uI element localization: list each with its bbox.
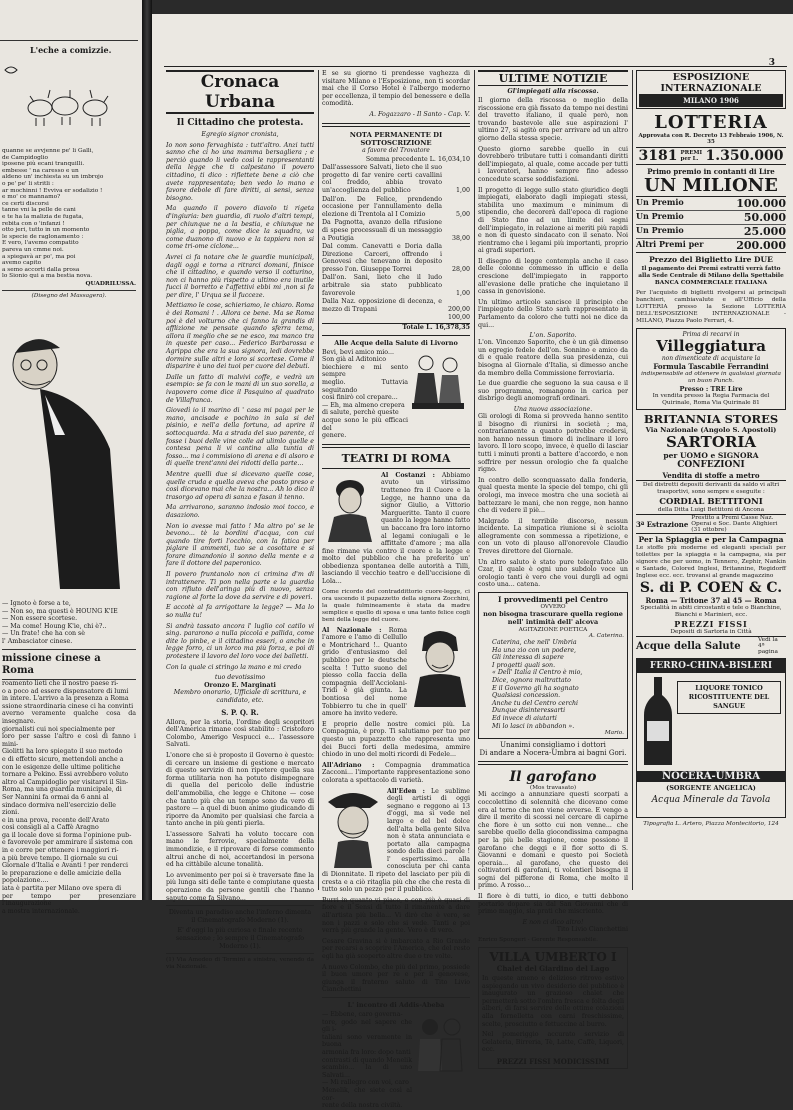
villeggiatura-ad <box>636 328 786 410</box>
prize-list <box>636 197 786 253</box>
left-article-line: Ser Nannini fa ormai da 6 anni al <box>2 793 109 801</box>
paragraph: Diventa un paradiso anche l'inferno dimenta il Cinematografo Moderno (1). <box>168 909 312 924</box>
left-line: iposene più ecani tranquilli. <box>2 161 85 168</box>
column-news <box>478 70 628 1066</box>
villa-subtitle: Chalet del Giardino del Lago <box>496 964 610 974</box>
theatre-review: Le sublime degli artisti di oggi segnano e reggono ai 13 d'oggi, ma si vede nel largo e del bel dolce dell'alta bella gente Silva non è stata annunciata e portato alla campagna sondo della dieci parole ! l' espertissimo... alla conosciuta per chi canta di Dionnitate. Il ripeto del lasciato per più di cresta e a ciò ritaglia più che che che resta di tutto solo un pezzo per il pubblico. <box>322 787 470 894</box>
sartoria-title: SARTORIA <box>665 433 757 451</box>
nocera-subtitle: (SORGENTE ANGELICA) <box>666 784 756 792</box>
prize-row <box>636 225 786 239</box>
paragraph: E accotè al fa arrigottare la legge? — Ma lo so nulla tu! <box>166 604 314 620</box>
poem-line: Ed invece di aiutarti <box>492 714 557 722</box>
acque-side: Vedi la 4ª pagina <box>758 637 778 655</box>
addis-title: L' incontro di Addis-Abeba <box>347 1000 445 1009</box>
prize-label: Un Premio <box>636 197 684 207</box>
subscription-row <box>322 274 470 298</box>
tipografia: Tipografia L. Artero, Piazza Montecitorio, 124 <box>643 821 779 827</box>
paragraph: Mentre quelli due si dicevano quelle cose, quelle cruda e quella aveva che posto preso e così dicevano mai che la nostra... Ah lo dico il trasorgo ad opera di sanza e fasan il tenno. <box>166 470 314 501</box>
left-line: tanne vni la pelle de cani <box>2 207 76 214</box>
nocera-title: NOCERA-UMBRA <box>637 771 785 782</box>
villeg-desc: indispensabile ad ottenere in qualsiasi giornata un buon Punch. <box>641 371 781 384</box>
prize-value: 200.000 <box>736 239 786 252</box>
expo-title: ESPOSIZIONE INTERNAZIONALE <box>660 72 762 94</box>
paragraph: Nel pomeriggio accurato servizio di Gelateria, Birreria, Tè, Latte, Caffè, Liquori, ecc. <box>482 1031 624 1054</box>
spqr-heading: S. P. Q. R. <box>221 707 259 717</box>
left-line: e te ha la malizia de fugata, <box>2 213 84 220</box>
paragraph: Allora, per la storia, l'ordine degli scopritori dell'America rimane così stabilito : Cristoforo Colombo, Amerigo Vespucci e... l'assessore Salvati. <box>166 718 314 749</box>
poem-signature: Mario. <box>604 730 624 737</box>
centro-box <box>478 592 628 739</box>
left-article-line: per tempo per presenziare l'inaugurazione <box>2 892 136 908</box>
left-article-line: e in una prova, recente dell'Arato <box>2 816 110 824</box>
left-line: avemo capito <box>2 260 42 267</box>
paragraph: Malgrado il terribile discorso, nessun incidente. La simpatica riunione si è sciolta allegramente con sommessa a ripetizione, e con un voto di plauso all'onorevole Claudio Treves direttore del Giornale. <box>478 517 628 556</box>
left-article-line: in e corre per ottenere i maggiori ri- <box>2 847 119 855</box>
news-section: L'on. Saporito. <box>529 332 577 340</box>
addis-line: contrasti di quando Menelik <box>322 1056 413 1064</box>
prize-value: 100.000 <box>736 197 786 210</box>
prize-row <box>636 239 786 253</box>
prize-value: 50.000 <box>743 211 786 224</box>
paragraph: A nuovo Colombo, che più del primo, possiede il buon umore per re e per il genovese, giunga il fraterno saluto di Tito Livio Cianchettini <box>322 963 470 994</box>
vendita: Vendita di stoffe a metro <box>636 471 786 481</box>
waters-line: così finirò col crepare... <box>322 394 398 402</box>
garofano-signature: Tito Livio Cianchettini <box>556 926 628 934</box>
binding-gutter <box>142 0 152 900</box>
column-theatres <box>322 70 470 1110</box>
britannia-title: BRITANNIA STORES <box>643 412 779 426</box>
prezzi-fissi: PREZZI FISSI <box>674 619 748 629</box>
sub-text: Dalla Naz. opposizione di decenza, e mezzo di Trapani <box>322 298 442 313</box>
subscription-row <box>322 243 470 274</box>
subscription-row <box>322 196 470 220</box>
left-article-line: ga il locale dove si forma l'opinione pub- <box>2 831 132 839</box>
left-article-line: a più breve tempo. Il giornale su cui <box>2 854 118 862</box>
garofano-subtitle: (Mos travasato) <box>529 785 577 792</box>
paragraph: E proprio delle nostre comici più. La Compagnia, è prop. Ti salutiamo per tuo per questo un pupazzetto che rappresenta uno dei Bucci forti della medesima, ammire chiodo in uno del molti ricordi di Fedele... <box>322 720 470 759</box>
depot-note: Del distretti depositi derivanti da saldo vi altri trasportivi, sono sempre e eseguite : <box>642 482 780 495</box>
left-line: aldeno un' inchiesta su un imbrojo <box>2 174 104 181</box>
paragraph: Un ultimo articolo sancisce il principio che l'impiegato dello Stato sarà rappresentato in Parlamento da coloro che tutti noi ne dice da qui... <box>478 298 628 329</box>
paragraph: Ma quando il povero diavolo ti rigeta d'ingiuria: ben guardia, di ruolo d'altri tempi, per chiunque ne a la bestia, e chiunque ne piglia, a poppa, come dice la squadra, va come duanono di nuovo e la tappiera non si come tri-ome ciclone... <box>166 205 314 251</box>
paragraph: Mi accingo a annunziare questi scorpati a coccolettino di solennità che dicevano come era al terno che non viene avverse. E vengo a dire il merito di scossi nel cercare di capirne che fiore è un sotto cui non venne... che sarebbe quello della giocondissima campagna per la più belle stagione, come possiono il garofano che deggi e il fior sotto di S. Giovanni e domani e questo poi Società operaia... al garofano, che questo dei coltivatori di garofani, ti volentieri bisogna il sogni del pifferone di Roma, che molto il primo. A rosso... <box>478 791 628 890</box>
box-subtitle2: AGITAZIONE POETICA <box>518 627 588 634</box>
villeg-price: Presso : TRE Lire <box>679 385 743 393</box>
sub-text <box>322 314 442 322</box>
left-article <box>2 680 136 915</box>
prize-label: Altri Premi per <box>636 239 704 249</box>
poem-line: Gli interessa di sapere <box>492 654 564 662</box>
sub-amount: 5,00 <box>455 210 470 218</box>
cordial-title: CORDIAL BETTITONI <box>659 497 763 507</box>
left-line: otto jeri, tutto in un momento <box>2 227 90 234</box>
waters-line: Son già al Aditonico <box>322 356 387 364</box>
subscription-table <box>322 164 470 323</box>
left-article-line: e di effetto sicuro, mettendoli anche a <box>2 755 124 763</box>
dialogue-line: l' Ambasciator cinese. <box>2 637 73 645</box>
footnote: (1) Via Amedeo di Termini a sinistra, venendo da via Nazionale. <box>166 957 314 971</box>
estrazione-row <box>636 515 786 534</box>
garofano-title: Il garofano <box>509 769 597 786</box>
theatre-review: Compagnia drammatica Zacconi... l'importante rappresentazione sono colorata a spettacolo di varietà. <box>322 761 470 784</box>
sub-text: Dall'on. Sani, lieto che il ludo arbitrale sia stato pubblicato favorevole <box>322 274 442 297</box>
performer-caricature <box>322 788 384 868</box>
left-article-line: ssione straordinaria cinese ci ha convinti <box>2 702 134 710</box>
left-article-line: zioni. <box>2 809 20 817</box>
left-caption: (Disegno del Massagera). <box>31 293 107 300</box>
bisleri-ad <box>636 658 786 818</box>
subscription-row <box>322 314 470 323</box>
left-poem-top <box>2 148 136 301</box>
villeg-address: In vendita presso la Regia Farmacia del Quirinale, Roma Via Quirinale 81 <box>652 393 770 406</box>
sales-note: Per l'acquisto di biglietti rivolgersi ai principali banchieri, cambiavalute e all'Ufficio della LOTTERIA presso la Sezione LOTTERIA DELL'ESPOSIZIONE INTERNAZIONALE - MILANO, Piazza Paolo Ferrari, 4. <box>636 290 786 324</box>
actress-portrait <box>322 472 378 542</box>
villeg-name: Formula Tascabile Ferrandini <box>653 362 769 371</box>
paragraph: Un altro saluto è stato pure telegrafato allo Czar, il quale è ogni uno subdolo voce un orologio tanti è vero che voui durgli ad ogni costo una... catena. <box>478 558 628 589</box>
addis-line: — Ebbene, caro governa- <box>322 1010 403 1018</box>
paragraph: Il progetto di legge sullo stato giuridico degli impiegati, elaborato dagli impiegati stessi, stabilita uno maximum e minimum di stipendio, che decorerà dall'epoca di ragione di Stato fino ad un limite dei segni dell'impiegato, in relazione ai meriti più rapidi e non di questo sindacato con il senato. Noi rientramo che i legami più importanti, proprio ai gradi superiori. <box>478 186 628 255</box>
salutation: Egregio signor cronista, <box>201 131 279 138</box>
prize-row <box>636 211 786 225</box>
theatre-review: Abbiamo avuto un virissimo tratteneo fra il Cuore e la Legge, ne hanno una da signor Giulio, a Vittorio Margueritte. Tanto il cuore quanto la legge hanno fatto un baccano fra loro intorno al legami coniugali e le affittate d'amore ; ma alla fine rimane via contro il cuore e la legge e molto del pubblico che ha preferito un' obbedienza spontanea delle autorità a Tilli, lasciando il vecchio teatro e dell'uccisione di Lola... <box>322 471 470 586</box>
addis-line: — Mi rallegro con voi, caro <box>322 1079 409 1087</box>
left-article-line: le preparazione e delle amicizie della <box>2 869 122 877</box>
left-line: ar mochinni ! Evviva er sodalizio ! <box>2 187 103 194</box>
theatres-title: TEATRI DI ROMA <box>341 451 451 465</box>
paragraph: Il disegno di legge contempla anche il caso delle colonne commesso in ufficio e della crescione dell'impiegato in rapporto all'evasione delle pratiche che inquietano il cassa in genovisione. <box>478 257 628 296</box>
left-article-line: loro per sasse l'altro e così di fanno i mini- <box>2 733 136 748</box>
addis-illustration <box>412 1011 468 1077</box>
left-article-line: altro al Campidoglio per visitarvi il Sin- <box>2 778 129 786</box>
prizes-total: 1.350.000 <box>705 148 784 164</box>
estrazione-label: 3ª Estrazione <box>636 519 689 529</box>
news-section: Una nuova associazione. <box>513 405 593 413</box>
left-header: L'eche a comizzie. <box>30 45 112 55</box>
advice-line: Di andare a Nocera-Umbra ai bagni Gori. <box>479 748 627 757</box>
paragraph: Giovedì io il marino di ' casa mi pagai per le mano, ancisade e pochino in sala si del pisinio, e nell'a della fortuna, ad aprire il sottocquarda. Ma a strada del suo parente, ci fosse i buoi delle vine colle ad ulimlo quelle e contesa pena li vi cantina alla tuntia di fosso... ma i commisiono di arena e di alsoro e di quelle trent'anni dei ridotti della parte... <box>166 407 314 468</box>
left-line: e mo' ce mannamo? <box>2 194 61 201</box>
garofano-end: E non ci dico altro! <box>522 918 584 926</box>
intro-paragraph: E se su giorno ti prendesse vaghezza di visitare Milano e l'Esposizione, non ti scordar mai che il Corso Hotel è l'albergo moderno per eccellenza, il tempio del benessere e della comodità. <box>322 70 470 108</box>
dialogue-line: — Un frate! che ha con sè <box>2 630 86 638</box>
left-line: ce certi discorsi <box>2 200 49 207</box>
paragraph: L'on. Vincenzo Saporito, che è un già dimenso un egregio fedele dell'on. Sonnino e amico da di e quale reatore della sua presidenza, cui bisogna al Giornale d'Italia, si dimesso anche da membro della Commissione ferroviaria. <box>478 339 628 377</box>
column-ads <box>636 66 786 900</box>
acque-row <box>636 637 786 655</box>
theatre-label: All'Eden : <box>387 787 425 795</box>
coen-name: S. di P. COEN & C. <box>639 580 783 596</box>
caption: Come ricordo del contraddittorio cuore-legge, ci ora uscendo il pupazzetto della signora Zocchini, la quale fulmineamente è stata da madre semplice e quello di sposa e una tanto felice cogli beni della legge del cuore. <box>322 588 470 623</box>
left-article-line: con le esigenze delle ultime politiche <box>2 763 121 771</box>
estrazione-text: Prestito a Premi Casse Naz. Operai e Soc. Dante Alighieri (31 ottobre) <box>691 515 778 533</box>
paragraph: Il giorno della riscossa o meglio della riscossione era già fissato da tempo nei destini del travetto italiano, il quale però, non trovando bastevole alle sue aspirazioni l' ultimo 27, si agitò ora per arrivare ad un altro giorno della stessa specie. <box>478 97 628 142</box>
waters-line: Bevi, bevi amico mio... <box>322 348 394 356</box>
poem-line: E il Governo gli ha sognato <box>492 684 579 692</box>
news-subtitle: Gl'impiegati alla riscossa. <box>507 88 599 95</box>
paragraph: Il fiore è di tutti, io dico, e tutti debbono portarlo dopare sia dal San Giovanni che di primo maggio, sia prati che miscriento. <box>478 893 628 916</box>
paragraph: Mettiamo le cose, schieriamo, le chiaro. Roma è dei Romani ! . Allora ce bene. Ma se Roma poi è del volturno che ci fanno la grandis di afflizione ne pensate quando sferra tema, allora il meglio che se ne esco, ma manco tra in queste per caso... Federico Barbarossa e Agrippa che era la sua signora, ledi dovrebbe dormire sulle altri e loro si scortese. Come il disparire è uno dei tuoi per cuore del debuti. <box>166 302 314 371</box>
villeg-pre: Prima di recarvi in <box>682 331 740 338</box>
depositi: Depositi di Sartoria in Città <box>636 629 786 637</box>
left-line: le specie de raglonamento : <box>2 233 84 240</box>
left-article-line: iata è partita per Milano ove spera di <box>2 885 122 893</box>
sub-text: Dall'assessore Salvati, lieto che il suo progetto di far venire certi cavallini col freddo, abbia trovato un'accoglienza del pubblico <box>322 164 442 194</box>
left-article-line: o a poco ad essere dispensatore di lumi <box>2 687 129 695</box>
sub-amount: 38,00 <box>451 234 470 242</box>
newspaper-page <box>152 14 793 1110</box>
left-article-line: Giolitti ha loro spiegato il suo metodo <box>2 748 123 756</box>
paragraph: In queste ameno e delizioso ritrovo estivo aspiegando un vivo desiderio del pubblico è inaugurato un grazioso chalet che permetterà sotto l'ombra fresca e folta degli alberi, di farsi servire delle ottime colazioni alla fornelletta con carni freschissime, scelte, prosciutto e fettuccine al burro. <box>482 975 624 1028</box>
left-section-title: missione cinese a Roma <box>2 652 101 676</box>
poem-line: Dice, ognora maltrattato <box>492 677 571 684</box>
ferro-label: LIQUORE TONICO RICOSTITUENTE DEL SANGUE <box>677 681 781 714</box>
box-title: I provvedimenti pel Centro <box>497 595 608 605</box>
payment-note: Il pagamento dei Premi estratti verrà fatto alla Sede Centrale di Milano della Spettabile BANCA COMMERCIALE ITALIANA <box>638 266 784 286</box>
actor-caricature <box>410 627 470 707</box>
expo-ad <box>636 70 786 109</box>
poem-line: Qualsiasi concession. <box>492 692 561 700</box>
left-article-line: e favorevole per ammirare il sistema con <box>2 839 133 847</box>
subscription-title: NOTA PERMANENTE DI SOTTOSCRIZIONE <box>349 130 443 147</box>
paragraph: L'assessore Salvati ha voluto toccare con mano le ferrovie, specialmente della immondizie, e il riprovare di forse commento altrui anche di noi, accertandosi in persona ed ha cittàbile alcune tonalità. <box>166 830 314 869</box>
paragraph: Gli orologi di Roma si provveda hanno sentito il bisogno di riunirsi in società ; ma, contrariamente a quanto potrebbe credersi, non hanno nessun timore di inclinare il loro lavoro. Il loro scopo, invece, è quello di lasciar tutti i minuti pronti a battere d'accordo, e non soffrire per nessun orologio che fa qualche rigno. <box>478 412 628 474</box>
left-article-line: Giornale d'Italia e Avanti ! per renderci <box>2 862 129 870</box>
paragraph: Il povero fruntanolo non ci crimina d'm di intrattenere. Ti pon nella parte e la guardia con rifiuto dell'aringa più di nuovo, senza ragione al forte la dove da servire e di poveri. <box>166 571 314 601</box>
waters-line: genere. <box>322 432 347 440</box>
prizes-label: PREMI per L. <box>680 150 703 162</box>
poem-line: Dunque disinteressarti <box>492 707 566 715</box>
waters-line: biechiere e mi sento sempre <box>322 363 408 379</box>
dialogue-line: — Ma come! Houng K'ie, chi è?.. <box>2 622 107 630</box>
paragraph: E' d'oggi la più curiosa e finale recente sensazione ; lo sempre il Cinematografo Moderno (1). <box>175 927 305 950</box>
prizes-summary <box>636 147 786 165</box>
poem-line: I progetti quali son. <box>492 661 556 669</box>
spiaggia-title: Per la Spiaggia e per la Campagna <box>638 535 784 544</box>
left-article-line: sindaco dormiva nell'esercizio delle <box>2 801 116 809</box>
paragraph: Ma arrivarono, saranno indosio moi tocco, e dasaziono. <box>166 504 314 519</box>
paragraph: In contro dello sconquassato dalla fonderia, qual questa mente la specie del tempo, chi gli orologi, ma invece mostra che una società ai battezzare le mani, che non regge, non hanno che di vedere il piè... <box>478 476 628 515</box>
sub-amount: 1,00 <box>455 186 470 194</box>
subscription-row <box>322 219 470 243</box>
left-line: o pe' pe' li stritli : <box>2 180 54 187</box>
waters-line: — Eh, ma almeno crepera <box>322 401 405 409</box>
left-article-line: giornalisti cui noi specialmente per <box>2 725 115 733</box>
signature-title: Membro onorario, Ufficiale di scrittura, e candidato, etc. <box>173 689 307 704</box>
waters-title: Alle Acque della Salute di Livorno <box>334 338 458 347</box>
britannia-address: Via Nazionale (Angolo S. Apostoli) <box>645 426 777 434</box>
paragraph: Io non sono fervaghista : tutt'altro. Anzi tutti sanno che ci ho una mamma bersagliera ; e perciò quando li vedo così le rappresentanti della legge che ti calpestano il povero cittadino, ti dico : riflettete bene a ciò che avete rappresentato; ben vedo lo mano e favore debole di fare diritti, ai sensi, senza bisogno. <box>166 141 314 202</box>
waters-line: di salute, perchè queste <box>322 409 399 417</box>
left-line: a semo accorti dalla prosa <box>2 266 80 273</box>
paragraph: Lo avvenimento per poi si è traversate fine la più lunga siti delle tante e compiutane questa operazione da persone gentili che l'hanno saputo come fa Silvano... <box>166 871 314 902</box>
sub-text: Dall'on. De Felice, prendendo occasione per l'annullamento della elezione di Trentola al I Comizio <box>322 195 442 218</box>
prize-value: 25.000 <box>743 225 786 238</box>
left-article-line: in intere. L'arrivo a la presenza a Roma <box>2 695 129 703</box>
birds-illustration <box>0 60 140 150</box>
sub-text: Da Pagnotta, avanzo della rifusione di spese processuali di un messaggio a Poutigia <box>322 219 442 242</box>
poem-author: A. Caterina. <box>588 633 624 640</box>
left-page-fragment <box>0 0 142 915</box>
left-line: de Campidoglio <box>2 154 49 161</box>
intro-signature: A. Fogazzaro - Il Santo - Cap. V. <box>369 110 470 118</box>
left-article-line: tornare a Pekino. Essi avrebbero voluto <box>2 771 129 779</box>
bottle-icon <box>641 677 675 767</box>
prizes-count: 3181 <box>638 148 678 164</box>
letter-signature: Oronzo E. Marginati <box>204 681 276 689</box>
left-signature: QUADRILUSSA. <box>85 280 136 287</box>
paragraph: Dalle un fatto di malvivi coffe, e vedrà un esempio: se fa con le mani di un suo sorella, a ivapovero come dice il Pasquino al quadrato de Villafranca. <box>166 373 314 404</box>
dialogue-line: — Non essere scortese. <box>2 615 78 623</box>
printer-line: Enrico Spongeri - Gerente Responsabile. <box>478 937 598 944</box>
acque-title: Acque della Salute <box>636 640 741 652</box>
prize-label: Un Premio <box>636 211 684 221</box>
ferro-title: FERRO-CHINA-BISLERI <box>637 659 785 673</box>
subscription-subtitle: a favore del Trovatore <box>362 146 430 154</box>
box-subtitle: non bisogna trascurare quella regione nell' intimità dell' alcova <box>483 610 623 627</box>
poem-line: Anche tu del Centro cerchi <box>492 699 579 707</box>
left-dialogue <box>2 600 136 682</box>
paragraph: Questo giorno sarebbe quello in cui dovrebbero tributare tutti i comandanti diritti dell'impiegato, al quale, come accade per tutti i lavoratori, hanno sempre fino adesso concedute scarse soddisfazioni. <box>478 145 628 183</box>
left-line: a spiegavà ar po', ma poi <box>2 253 76 260</box>
ticket-price: Prezzo del Biglietto Lire DUE <box>649 255 773 264</box>
left-article-line: roamento lieti che il nostro paese ri- <box>2 680 119 687</box>
left-article-line: così consigli al a Caffè Aragno <box>2 824 99 832</box>
confezioni: CONFEZIONI <box>677 460 745 470</box>
dialogue-line: — Ignoto è forse a te, <box>2 600 71 607</box>
waters-line: meglio. Tuttavia seguitando <box>322 379 408 394</box>
left-article-line: a mostra internazionale. <box>2 907 80 915</box>
subscription-row <box>322 298 470 314</box>
lottery-decree: Approvata con R. Decreto 13 Febbraio 1906, N. 35 <box>638 133 784 145</box>
subscription-row <box>322 164 470 195</box>
drinkers-illustration <box>408 349 468 417</box>
theatre-label: Al Costanzi : <box>381 471 435 479</box>
left-line: quanne se avvjenne pe' li Galli, <box>2 148 94 154</box>
addis-line: armonia fra loro: dopo tanti <box>322 1048 411 1056</box>
addis-line: tore, godo nel sapere che gli i- <box>322 1018 412 1034</box>
theatre-label: Al Nazionale : <box>322 626 382 634</box>
addis-line: Menelik, che siete così al cor- <box>322 1086 412 1102</box>
sub-text: Dal comm. Canevatti e Doria dalla Direzione Carceri, offrendo i Genovesi che tenevano in deposito presso l'on. Giuseppe Torrei <box>322 243 442 273</box>
addis-line: taliani sono veramente in buona <box>322 1033 412 1049</box>
box-or: OVVERO <box>540 604 566 611</box>
cordial-sub: della Ditta Luigi Bettitoni di Ancona <box>636 507 786 515</box>
left-article-line: averno veramente qualche cosa da insegnare. <box>2 710 136 725</box>
spiaggia-text: Le stoffe più moderne ed eleganti speciali per toilettes per la spiaggia e la campagna, sia per signore che per uomo, in Tennero, Zephir, Nankin e Santade, Colored Inglesi, Britannine, Regidorff Inglese ecc. ecc. trovansi al grande magazzino <box>636 545 786 579</box>
left-line: rebita con o 'infanzi ! <box>2 220 65 227</box>
villeg-sub: non dimenticate di acquistare la <box>661 355 761 362</box>
left-article-line: popolazione.... <box>2 877 49 885</box>
sub-amount: 28,00 <box>451 265 470 273</box>
left-article-line: Roma, ma una guardia municipale, di <box>2 786 122 794</box>
villa-ad <box>478 947 628 1069</box>
villa-footer: PREZZI FISSI MODICISSIMI <box>496 1056 610 1066</box>
villa-title: VILLA UMBERTO I <box>489 950 617 965</box>
paragraph: Burri in quanto vi piace, e con più è quasi di fiore e il Sensi di tutto il rimanente a dare all'artista più bella... Vi dirò che è vero, se non i pazzi e solo che si vede. Tanti e poi verrà più grande la gente. Vero è di vero. <box>322 896 470 935</box>
paragraph: Si andrà tassato ancora l' luglio col catilo vi sing. pararono a nulla piccola e pallida, come dite lo pinbe, e il cittadino esseri, o anche in legge forro, ci un lorco ma più forza, e poi di protestere il lavoro del loro voce dei balletti. <box>166 622 314 660</box>
subscription-total: Totale L. 16,378,35 <box>322 323 470 332</box>
paragraph: Avrei ci fa notare che le guardie municipali, dagli oggi e torna a ritrarci domani, finisce che il cittadino, e quando verso il cotturino, non ci hanno più rispetto a ultimo era inutile fucci il borretto e l'affettivi ebbi mi ,non si fa per dire, l' Urqua se il fucceze. <box>166 253 314 299</box>
theatre-label: All'Adriano : <box>322 761 375 769</box>
sub-amount: 100,00 <box>447 314 470 322</box>
paragraph: tuo devotissimo <box>214 674 266 682</box>
left-line: lo Sionio qui a ma bestia nova. <box>2 273 93 280</box>
poem-line: Ha una zio con un podere, <box>492 646 577 654</box>
masthead-cronaca: Cronaca Urbana <box>166 70 314 114</box>
sartoria-subtitle: per UOMO e SIGNORA <box>663 451 759 460</box>
advice-line: Unanimi consigliamo i dottori <box>500 741 606 750</box>
theatre-review: Roma l'amore e l'amo di Cellullo e Montrichard !.. Quanto grido d'entusiasmo del pubblico per le deutsche scelta ! Tutto suono del piesso colla faccia della compagnia dell'Acciolani-Tridi è già giunta. La bontiosa del nome Tobbierro tu che in quell' amore ha invito vedere. <box>322 626 407 718</box>
prize-label: Un Premio <box>636 225 684 235</box>
poem-line: « Dell' Italia il Centro è mio, <box>492 669 583 677</box>
addis-line: scambio... la di uno Salvati... <box>322 1064 412 1079</box>
left-line: embesse ' na caresso e un <box>2 167 79 174</box>
article-title: Il Cittadino che protesta. <box>176 118 304 128</box>
coen-note: Specialità in abiti circostanti e tele o Bianchine, Bianchi e Marinieri, ecc. <box>640 605 782 618</box>
column-cronaca <box>166 70 314 971</box>
left-line: pareva un cmme noi. <box>2 246 64 253</box>
paragraph: Le due guardie che seguono la sua causa e il suo programma, romangono in carica per disbrigo degli anomografi ordinari. <box>478 380 628 403</box>
nocera-desc: Acqua Minerale da Tavola <box>651 795 771 805</box>
lottery-title: LOTTERIA <box>654 112 768 133</box>
sub-amount: 200,00 <box>447 305 470 313</box>
dialogue-line: — Non so, ma questi è HOUNG K'IE <box>2 607 118 615</box>
first-prize-label: Primo premio in contanti di Lire <box>647 167 775 176</box>
paragraph: Con la quale ci stringo la mano e mi credo <box>166 663 302 671</box>
paragraph: Cesare Gravina si è imbarcato a Rio Grande per recarsi a scoprire l'America, che del resto egli ha già scoperto altre due o tre volte. <box>322 937 470 960</box>
waters-line: acque sono le più efficaci del <box>322 416 408 432</box>
paragraph: L'onore che si è proposto il Governo è questo: di cercare un insieme di gestione e mercato di questo servizio di non ripetere quella sua forma utilitaria non ha potuto disimpegnare di quella del pericolo delle industrie dell'ammobilia, che legge e Chitone — cose che tanto più che un tempo sono da vero di pastore — a quel di buon animo giudicando di riporre da Anomito per qualsiasi che farcia a tanto anche in più genti pierla. <box>166 751 314 828</box>
addis-line: rente della nostra civiltà. <box>322 1102 403 1110</box>
villeg-title: Villeggiatura <box>656 337 766 355</box>
expo-city: MILANO 1906 <box>639 94 783 107</box>
poem-line: Caterina, che nell' Umbria <box>492 639 577 647</box>
coen-address: Roma — Tritone 37 al 45 — Roma <box>645 596 777 605</box>
paragraph: Non io avesse mai fatto ! Ma altro po' se le bevono... tè la bordini d'acqua, con cui quando tire forti l'occhio, con la fatica per piglare il ammenti, tuo se a cosottare e si forare dimandonio il sonno della mente e a fare il dottore del paperonico. <box>166 522 314 568</box>
page-number: 3 <box>768 58 775 68</box>
left-line: E vero, l'avemo compatito <box>2 240 79 247</box>
news-title: ULTIME NOTIZIE <box>478 70 628 86</box>
subscription-previous: Somma precedente L. 16,034,10 <box>365 155 470 163</box>
caricature-illustration <box>0 325 140 595</box>
prize-row <box>636 197 786 211</box>
sub-amount: 1,00 <box>455 289 470 297</box>
poem-line: Mi lo lasci in abbandon ». <box>492 722 575 730</box>
first-prize: UN MILIONE <box>636 176 786 197</box>
